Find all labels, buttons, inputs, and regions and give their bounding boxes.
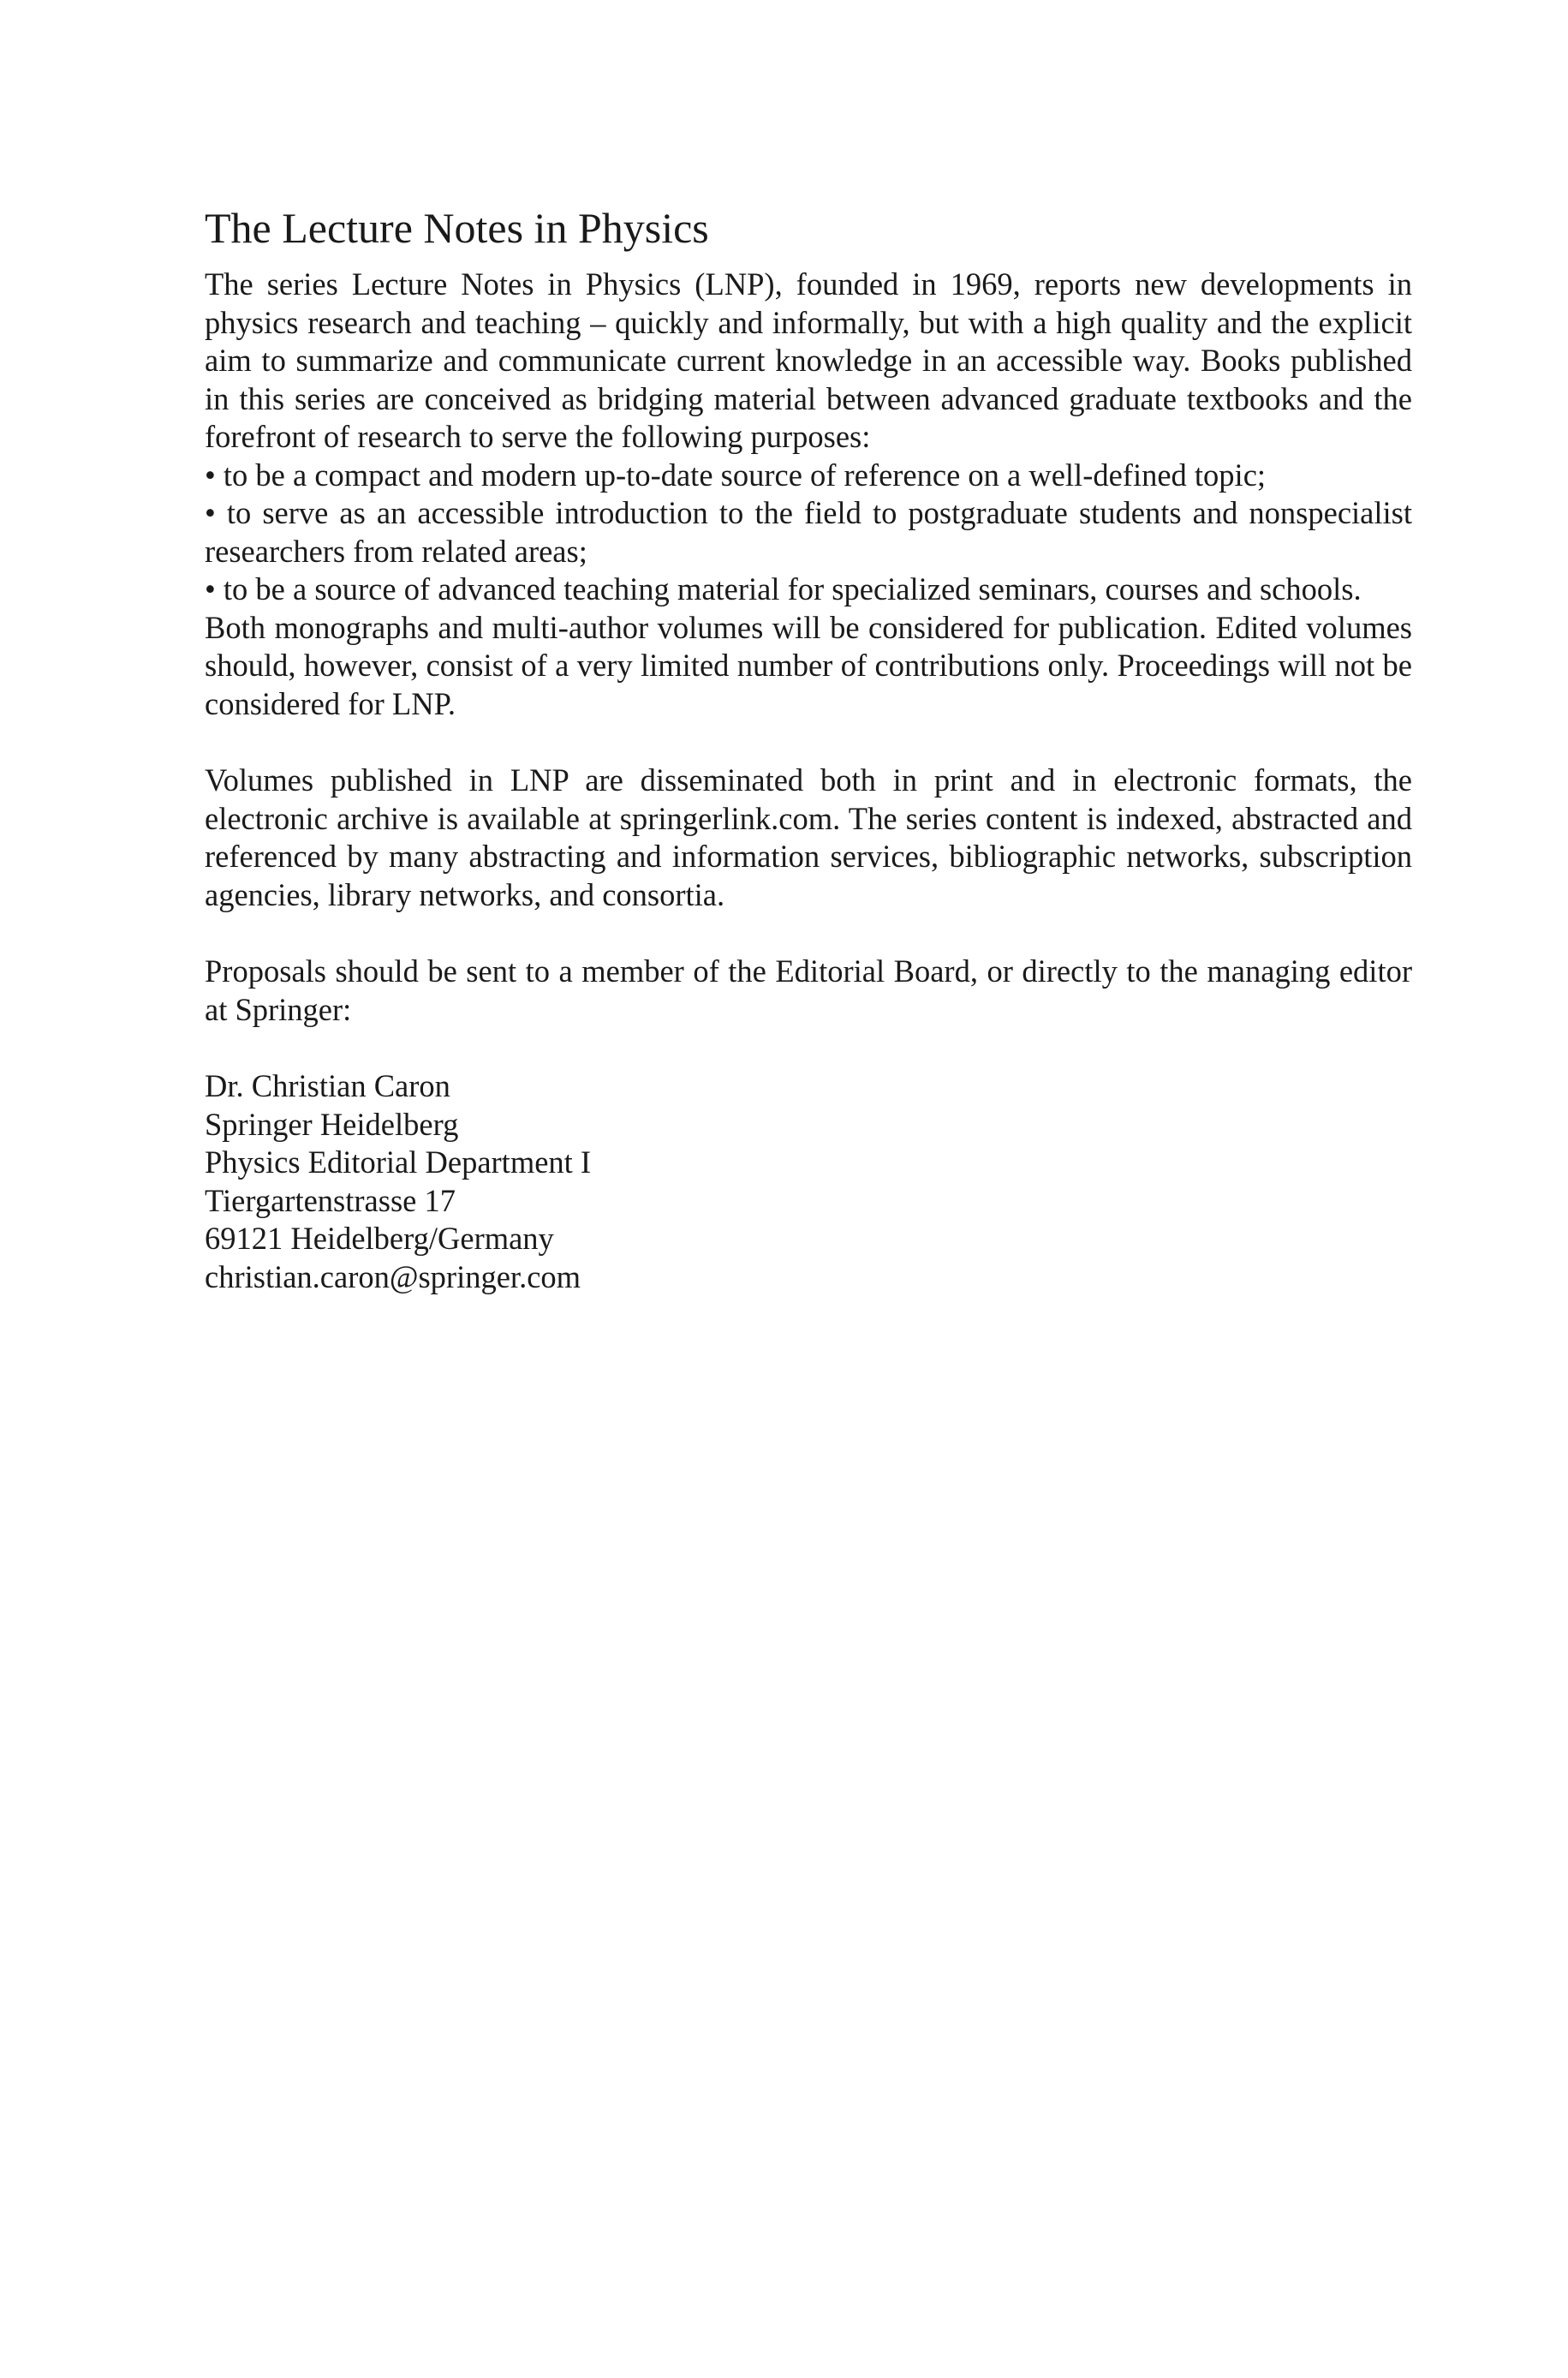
editor-address [205,1067,1412,1296]
paragraph-gap [205,1029,1412,1067]
bullet-icon: • [205,495,216,530]
contact-email[interactable]: christian.caron@springer.com [205,1258,581,1294]
contact-street: Tiergartenstrasse 17 [205,1182,456,1218]
purpose-item [205,571,1412,609]
intro-paragraph: The series Lecture Notes in Physics (LNP), founded in 1969, reports new developments in physics research and teaching – quickly and informally, but with a high quality and the explicit aim to summarize and communicate current knowledge in an accessible way. Books published in this series are conceived as bridging material between advanced graduate textbooks and the forefront of research to serve the following purposes: [205,266,1412,454]
page-content [205,202,1412,1296]
purpose-text: to be a source of advanced teaching material for specialized seminars, courses and schools. [223,571,1362,606]
purpose-text: to serve as an accessible introduction to the field to postgraduate students and nonspecialist researchers from related areas; [205,495,1412,569]
purpose-item [205,457,1412,495]
paragraph-gap [205,723,1412,762]
contact-department: Physics Editorial Department I [205,1144,592,1180]
contact-organization: Springer Heidelberg [205,1106,459,1142]
paragraph-gap [205,914,1412,953]
distribution-paragraph: Volumes published in LNP are disseminated both in print and in electronic formats, the electronic archive is available at springerlink.com. The series content is indexed, abstracted and referenced by many abstracting and information services, bibliographic networks, subscription agencies, library networks, and consortia. [205,762,1412,912]
page-title: The Lecture Notes in Physics [205,204,709,252]
bullet-icon: • [205,571,216,606]
contact-city: 69121 Heidelberg/Germany [205,1221,554,1256]
bullet-icon: • [205,457,216,493]
purpose-text: to be a compact and modern up-to-date source of reference on a well-defined topic; [223,457,1267,493]
series-description [205,266,1412,1296]
proposals-paragraph: Proposals should be sent to a member of the Editorial Board, or directly to the managing editor at Springer: [205,953,1412,1027]
contact-name: Dr. Christian Caron [205,1068,450,1103]
purpose-item [205,494,1412,571]
volumes-paragraph: Both monographs and multi-author volumes will be considered for publication. Edited volumes should, however, consist of a very limited number of contributions only. Proceedings will not be considered for LNP. [205,609,1412,721]
